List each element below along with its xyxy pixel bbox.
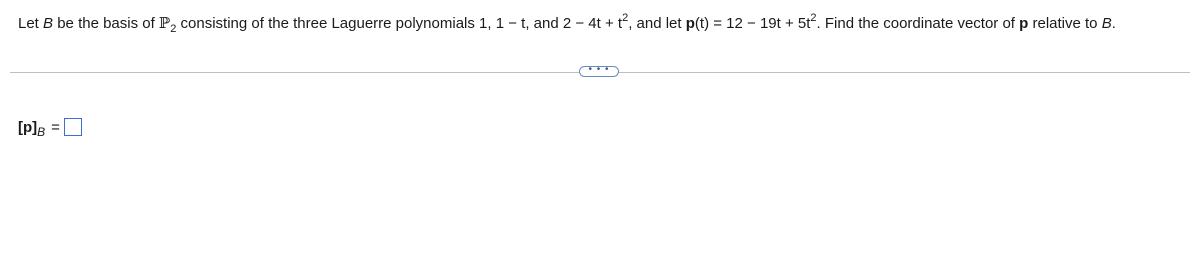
basis-symbol: B [43,15,54,32]
question-segment: consisting of the three Laguerre polynomials 1, 1 − t, and 2 − 4t + t [176,15,623,32]
question-segment: be the basis of [53,15,159,32]
coordinate-vector-label: [p] [18,118,38,136]
answer-input[interactable] [64,118,82,136]
superscript: 2 [810,12,817,24]
question-segment: , and let [628,15,686,32]
question-segment: relative to [1028,15,1102,32]
equals-sign: = [51,118,60,136]
question-text [18,12,1116,36]
question-segment: (t) = 12 − 19t + 5t [694,15,811,32]
basis-subscript: B [37,124,46,139]
more-options-button[interactable] [579,63,619,77]
question-segment: . Find the coordinate vector of [816,15,1020,32]
question-segment: . [1111,15,1116,32]
polynomial-symbol: p [1019,15,1029,32]
subscript: 2 [170,23,177,35]
question-segment: Let [18,15,44,32]
answer-label [18,118,46,139]
basis-symbol: B [1101,15,1112,32]
polynomial-space-symbol: ℙ [158,14,171,32]
ellipsis-icon: • • • [588,63,610,75]
polynomial-symbol: p [685,15,695,32]
answer-row [18,118,82,139]
superscript: 2 [622,12,629,24]
